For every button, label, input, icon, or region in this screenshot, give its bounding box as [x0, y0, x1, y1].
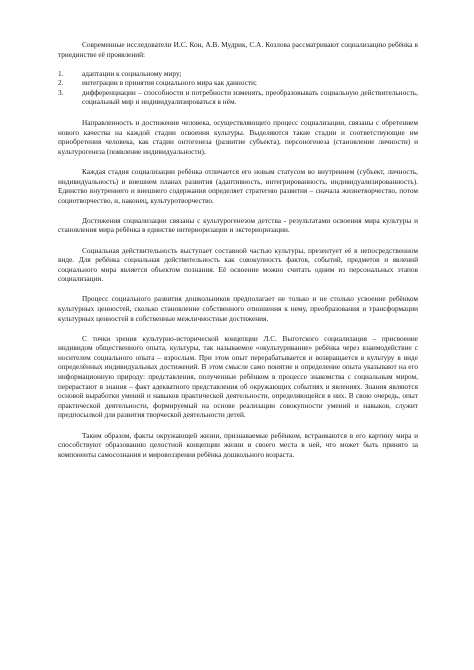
list-item-number: 2.: [58, 78, 64, 88]
list-item: [58, 88, 418, 107]
paragraph-4: Социальная действительность выступает составной частью культуры, презентует её в непосредственном виде. Для ребёнка социальная действительность как совокупность фактов, событий, предметов и явлений социального мира является объектом познания. Её освоение можно считать одним из персональных этапов социализации.: [58, 245, 418, 284]
list-item-number: 3.: [58, 87, 64, 97]
list-item-text: дифференциации – способности и потребности изменять, преобразовывать социальную действительность, социальный мир и индивидуализироваться в нём.: [82, 87, 418, 107]
paragraph-1: Направленность и достижения человека, осуществляющего процесс социализации, связаны с обретением нового качества на каждой стадии освоения культуры. Выделяются такие стадии и соответствующие им приобретения человека, как стадии онтогенеза (развитие субъекта), персоногенеза (становление личности) и культурогенеза (появление индивидуальности).: [58, 118, 418, 156]
paragraph-6: С точки зрения культурно-исторической концепции Л.С. Выготского социализация – присвоение индивидом общественного опыта, культуры, так называемое «окультуривание» ребёнка через взаимодействие с носителем социального опыта – взрослым. При этом опыт перерабатывается и возвращается в культуру в виде определённых индивидуальных достижений. В этом смысле само понятие и определение опыта указывают на его информационную природу: представления, полученные ребёнком в процессе знакомства с социальным миром, перерастают в знания – факт адекватного представления об окружающих событиях и явлениях. Знания являются основой выработки умений и навыков практической деятельности, определяющейся в них. В свою очередь, опыт практической деятельности, формируемый на основе реализации совокупности умений и навыков, служит предпосылкой для развития творческой деятельности детей.: [58, 333, 418, 420]
paragraph-5: Процесс социального развития дошкольников предполагает не только и не столько усвоение ребёнком культурных ценностей, сколько становление собственного отношения к нему, преобразования и трансформации культурных ценностей в собственные межличностные достижения.: [58, 294, 418, 323]
list-item: [58, 69, 418, 79]
paragraph-7: Таким образом, факты окружающей жизни, признаваемые ребёнком, встраиваются в его картину мира и способствуют образованию целостной концепции жизни и своего места в ней, что может быть принято за компоненты самосознания и мировоззрения ребёнка дошкольного возраста.: [58, 430, 418, 459]
paragraph-intro: Современные исследователи И.С. Кон, А.В. Мудрик, С.А. Козлова рассматривают социализацию ребёнка в триединстве её проявлений:: [58, 40, 418, 59]
stages-list: [58, 69, 418, 107]
paragraph-2: Каждая стадия социализации ребёнка отличается его новым статусом во внутреннем (субъект, личность, индивидуальность) и внешнем планах развития (адаптивность, интегрированность, индивидуализированность). Единство внутреннего и внешнего содержания определяет стратегию развития – сначала жизнетворчество, потом социотворчество, и, наконец, культуротворчество.: [58, 166, 418, 205]
list-item: [58, 78, 418, 88]
list-item-text: адаптации к социальному миру;: [82, 68, 182, 78]
list-item-text: интеграции в принятия социального мира как данности;: [82, 78, 257, 88]
list-item-number: 1.: [58, 68, 64, 78]
paragraph-3: Достижения социализации связаны с культурогенезом детства - результатами освоения мира культуры и становления мира ребёнка в единстве интериоризации и экстериоризации.: [58, 215, 418, 235]
